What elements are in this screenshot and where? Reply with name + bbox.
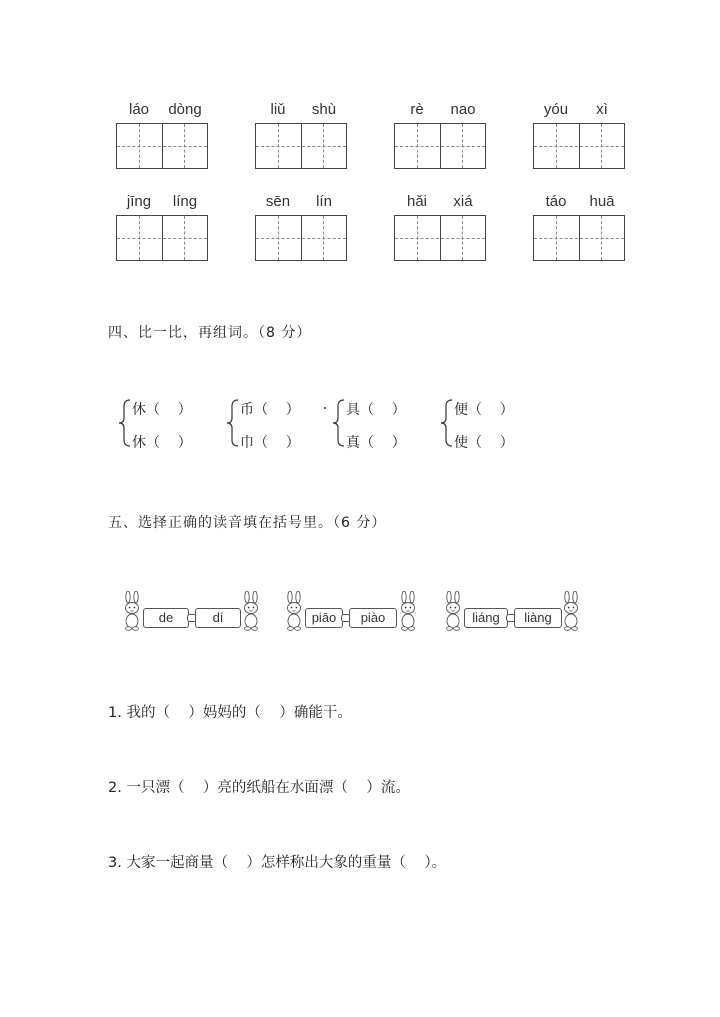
compare-pair: [226, 398, 306, 451]
pair-bottom[interactable]: 使（ ）: [454, 435, 514, 451]
bunny-icon: [560, 591, 582, 631]
pair-top[interactable]: 休（ ）: [132, 402, 192, 418]
writing-grid[interactable]: [394, 123, 486, 169]
pair-top[interactable]: 便（ ）: [454, 402, 514, 418]
compare-pair: [440, 398, 520, 451]
writing-grid[interactable]: [255, 215, 347, 261]
writing-grid[interactable]: [394, 215, 486, 261]
dot-mark: [324, 407, 326, 409]
writing-grid[interactable]: [533, 215, 625, 261]
option-box[interactable]: liàng: [514, 608, 562, 628]
compare-pair: [332, 398, 412, 451]
brace-icon: [440, 398, 454, 448]
pinyin-syllable: huā: [589, 193, 615, 210]
pinyin-syllable: lín: [316, 193, 332, 210]
pair-bottom[interactable]: 休（ ）: [132, 435, 192, 451]
bunny-icon: [283, 591, 305, 631]
writing-grid[interactable]: [116, 123, 208, 169]
sentence-3[interactable]: 3. 大家一起商量（ ）怎样称出大象的重量（ ）。: [108, 855, 447, 871]
option-box[interactable]: liáng: [464, 608, 508, 628]
section-5-title: 五、选择正确的读音填在括号里。（6 分）: [108, 515, 387, 531]
pair-bottom[interactable]: 真（ ）: [346, 435, 406, 451]
pinyin-syllable: xiá: [453, 193, 473, 210]
pinyin-syllable: líng: [172, 193, 198, 210]
pinyin-syllable: nao: [450, 101, 476, 118]
pinyin-syllable: yóu: [543, 101, 569, 118]
bunny-icon: [121, 591, 143, 631]
pinyin-syllable: táo: [545, 193, 567, 210]
pinyin-syllable: jīng: [126, 193, 152, 210]
pinyin-syllable: xì: [596, 101, 608, 118]
brace-icon: [332, 398, 346, 448]
writing-grid[interactable]: [116, 215, 208, 261]
option-box[interactable]: piào: [349, 608, 397, 628]
pinyin-syllable: hǎi: [406, 193, 428, 210]
option-box[interactable]: piāo: [305, 608, 343, 628]
option-box[interactable]: dí: [195, 608, 241, 628]
compare-pair: [118, 398, 198, 451]
bunny-icon: [240, 591, 262, 631]
option-box[interactable]: de: [143, 608, 189, 628]
sentence-1[interactable]: 1. 我的（ ）妈妈的（ ）确能干。: [108, 705, 352, 721]
brace-icon: [226, 398, 240, 448]
pinyin-syllable: liǔ: [270, 101, 286, 118]
section-4-title: 四、比一比，再组词。（8 分）: [108, 325, 312, 341]
pinyin-syllable: rè: [410, 101, 424, 118]
sentence-2[interactable]: 2. 一只漂（ ）亮的纸船在水面漂（ ）流。: [108, 780, 410, 796]
pair-top[interactable]: 币（ ）: [240, 402, 300, 418]
bunny-icon: [442, 591, 464, 631]
pinyin-syllable: dòng: [168, 101, 202, 118]
bunny-icon: [397, 591, 419, 631]
pinyin-syllable: sēn: [265, 193, 291, 210]
pinyin-syllable: shù: [311, 101, 337, 118]
pair-top[interactable]: 具（ ）: [346, 402, 406, 418]
brace-icon: [118, 398, 132, 448]
writing-grid[interactable]: [533, 123, 625, 169]
pinyin-syllable: láo: [128, 101, 150, 118]
writing-grid[interactable]: [255, 123, 347, 169]
pair-bottom[interactable]: 巾（ ）: [240, 435, 300, 451]
